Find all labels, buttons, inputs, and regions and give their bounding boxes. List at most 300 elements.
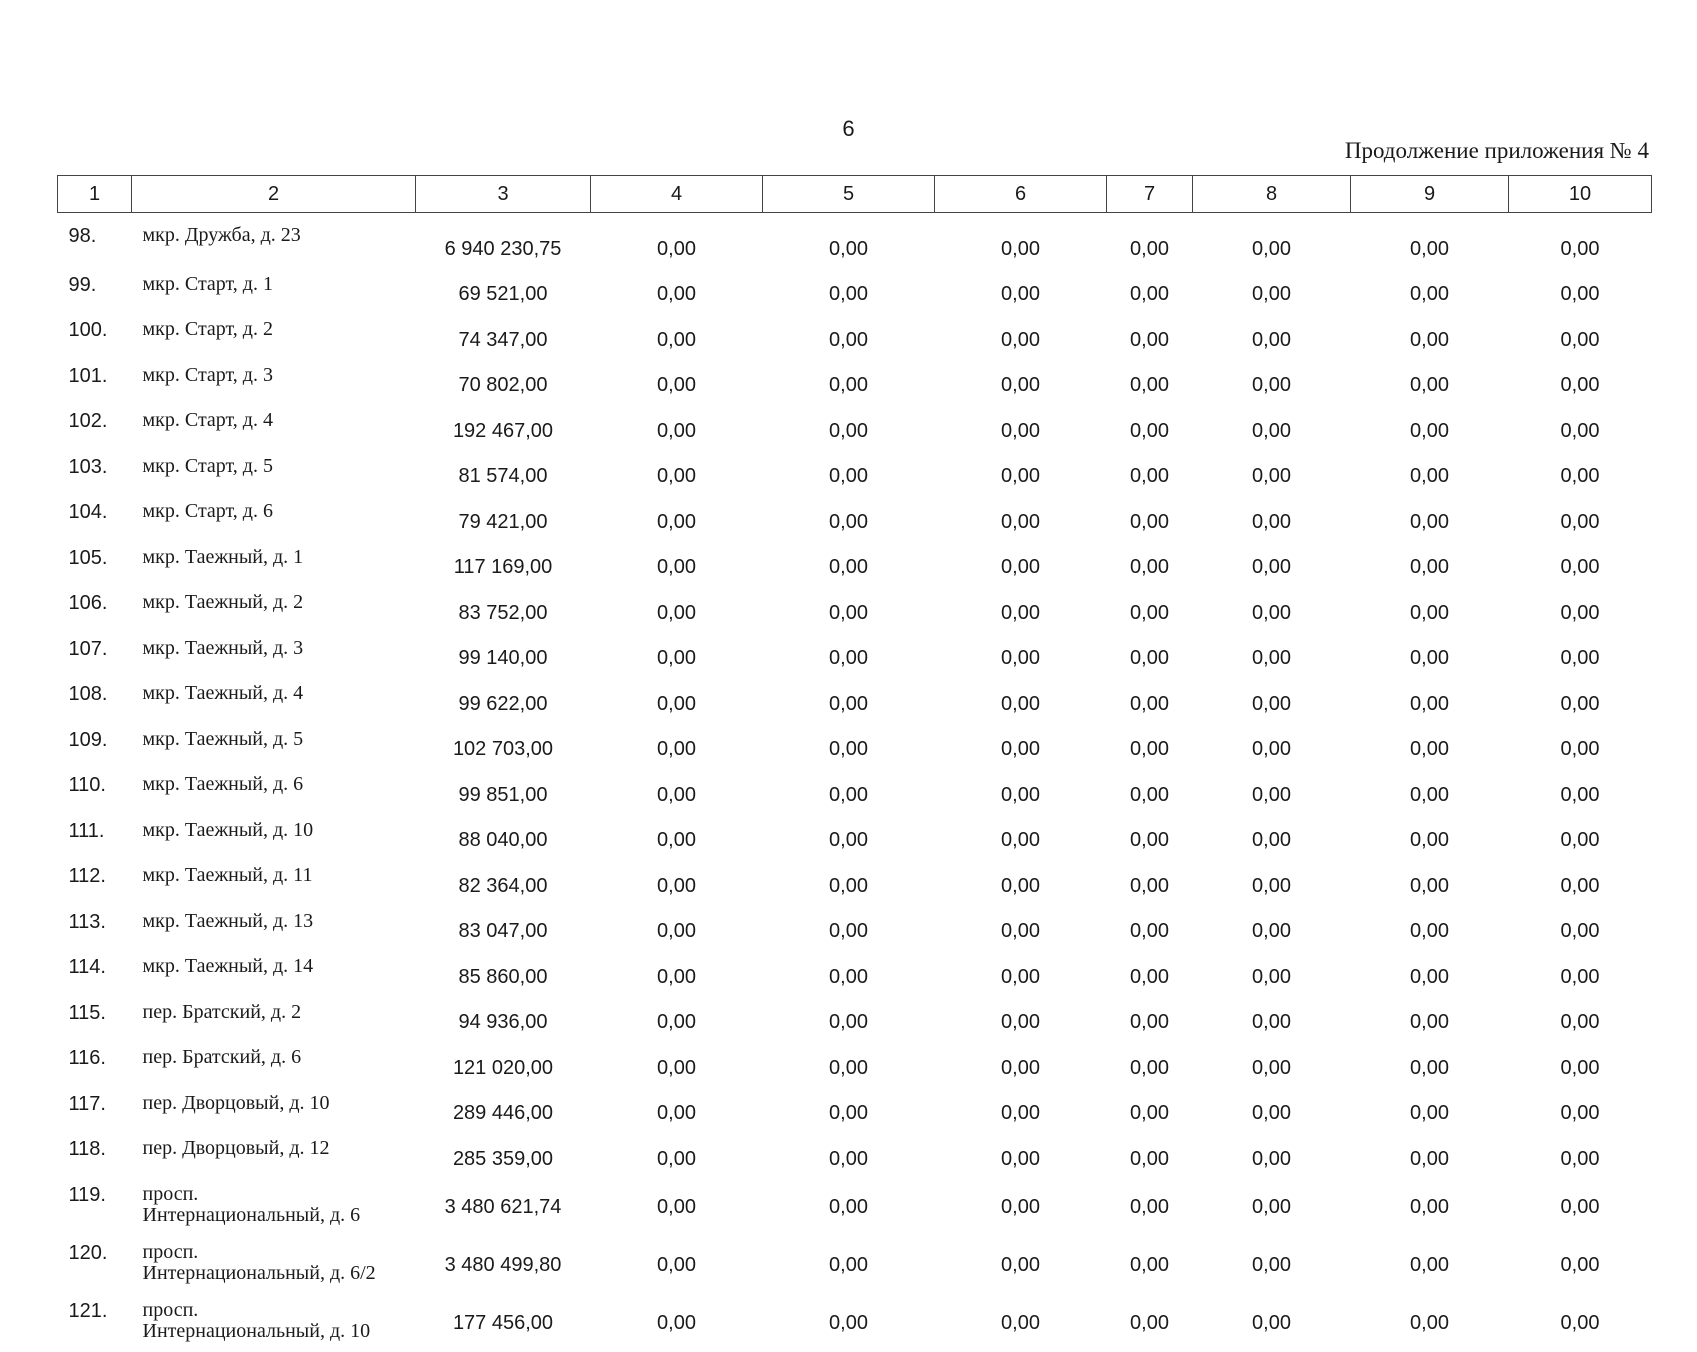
value-cell: 0,00: [1560, 1102, 1600, 1125]
row-number: 118.: [68, 1138, 106, 1160]
amount-cell: 117 169,00: [453, 556, 553, 579]
value-cell: 0,00: [1130, 1102, 1169, 1125]
value-cell: 0,00: [1130, 328, 1169, 351]
value-cell: 0,00: [1560, 738, 1600, 761]
row-number: 112.: [68, 865, 106, 887]
amount-cell: 83 047,00: [458, 920, 548, 943]
value-cell: 0,00: [1410, 237, 1449, 260]
value-cell: 0,00: [1001, 1056, 1040, 1079]
amount-cell: 102 703,00: [452, 738, 554, 761]
value-cell: 0,00: [1410, 692, 1449, 715]
value-cell: 0,00: [1560, 556, 1600, 579]
value-cell: 0,00: [657, 1056, 696, 1079]
value-cell: 0,00: [1001, 1312, 1040, 1334]
address-cell: [132, 950, 416, 996]
address-cell: [132, 905, 416, 951]
row-number: 117.: [68, 1092, 106, 1115]
value-cell: 0,00: [1410, 556, 1449, 579]
value-cell: 0,00: [1410, 510, 1449, 533]
address-line: Интернациональный, д. 10: [142, 1319, 371, 1342]
value-cell: 0,00: [1001, 465, 1040, 488]
header-cell: 1: [58, 176, 132, 213]
header-cell: 4: [591, 176, 763, 213]
address-cell: [132, 996, 416, 1042]
value-cell: 0,00: [1130, 601, 1169, 624]
address-line: мкр. Старт, д. 3: [142, 363, 273, 386]
value-cell: 0,00: [829, 556, 868, 579]
row-number: 111.: [68, 819, 105, 842]
value-cell: 0,00: [1001, 419, 1040, 442]
value-cell: 0,00: [1130, 283, 1169, 306]
value-cell: 0,00: [657, 1011, 696, 1034]
page-number: 6: [842, 116, 855, 141]
value-cell: 0,00: [657, 692, 696, 715]
value-cell: 0,00: [829, 783, 868, 806]
value-cell: 0,00: [1252, 510, 1291, 533]
value-cell: 0,00: [1410, 328, 1449, 351]
amount-cell: 83 752,00: [458, 601, 548, 624]
value-cell: 0,00: [1130, 692, 1169, 715]
row-number: 120.: [68, 1241, 108, 1264]
value-cell: 0,00: [657, 328, 696, 351]
value-cell: 0,00: [1410, 601, 1449, 624]
value-cell: 0,00: [829, 419, 868, 442]
value-cell: 0,00: [657, 965, 696, 988]
address-cell: [132, 814, 416, 860]
value-cell: 0,00: [829, 1011, 868, 1034]
address-cell: [132, 359, 416, 405]
value-cell: 0,00: [829, 965, 868, 988]
table-row: [58, 359, 1652, 405]
value-cell: 0,00: [829, 738, 868, 761]
row-number: 104.: [68, 501, 108, 523]
row-number: 114.: [68, 956, 106, 978]
value-cell: 0,00: [657, 829, 696, 852]
address-cell: [132, 586, 416, 632]
address-cell: [132, 313, 416, 359]
value-cell: 0,00: [1560, 647, 1600, 670]
table-row: [58, 213, 1652, 268]
value-cell: 0,00: [1560, 783, 1600, 806]
row-number: 102.: [68, 410, 108, 432]
address-line: пер. Братский, д. 6: [142, 1046, 302, 1068]
amount-cell: 177 456,00: [452, 1312, 554, 1334]
value-cell: 0,00: [1252, 783, 1291, 806]
address-cell: [132, 404, 416, 450]
value-cell: 0,00: [1252, 1102, 1291, 1125]
value-cell: 0,00: [1410, 1254, 1449, 1276]
table-row: [58, 313, 1652, 359]
value-cell: 0,00: [1410, 1011, 1449, 1034]
value-cell: 0,00: [829, 374, 868, 397]
value-cell: 0,00: [1130, 419, 1169, 442]
value-cell: 0,00: [1410, 738, 1449, 761]
value-cell: 0,00: [1560, 374, 1600, 397]
value-cell: 0,00: [1560, 328, 1600, 351]
value-cell: 0,00: [1252, 1056, 1291, 1079]
value-cell: 0,00: [1001, 692, 1040, 715]
value-cell: 0,00: [829, 920, 868, 943]
value-cell: 0,00: [1560, 692, 1600, 715]
address-line: просп.: [142, 1298, 199, 1321]
value-cell: 0,00: [1001, 328, 1040, 351]
table-row: [58, 814, 1652, 860]
value-cell: 0,00: [657, 556, 696, 579]
value-cell: 0,00: [1252, 465, 1291, 488]
header-cell: 7: [1107, 176, 1193, 213]
value-cell: 0,00: [1001, 237, 1040, 260]
value-cell: 0,00: [1252, 419, 1291, 442]
value-cell: 0,00: [1130, 874, 1169, 897]
table-row: [58, 723, 1652, 769]
value-cell: 0,00: [829, 237, 868, 260]
value-cell: 0,00: [1130, 1147, 1169, 1170]
header-cell: 6: [935, 176, 1107, 213]
value-cell: 0,00: [1410, 965, 1449, 988]
value-cell: 0,00: [1001, 283, 1040, 306]
address-cell: [132, 723, 416, 769]
address-line: мкр. Старт, д. 6: [142, 500, 273, 522]
value-cell: 0,00: [1130, 920, 1169, 943]
value-cell: 0,00: [1560, 601, 1600, 624]
table-row: [58, 268, 1652, 314]
value-cell: 0,00: [1560, 965, 1600, 988]
table-row: [58, 1178, 1652, 1236]
value-cell: 0,00: [1001, 1254, 1040, 1276]
address-cell: [132, 677, 416, 723]
value-cell: 0,00: [1252, 237, 1291, 260]
value-cell: 0,00: [1410, 647, 1449, 670]
header-cell: 10: [1509, 176, 1652, 213]
table-body: [58, 213, 1652, 1352]
value-cell: 0,00: [1410, 419, 1449, 442]
address-cell: [132, 450, 416, 496]
value-cell: 0,00: [1410, 1056, 1449, 1079]
row-number: 101.: [68, 364, 108, 387]
value-cell: 0,00: [829, 1312, 868, 1334]
row-number: 106.: [68, 592, 108, 614]
amount-cell: 285 359,00: [452, 1147, 554, 1170]
amount-cell: 6 940 230,75: [444, 237, 562, 260]
amount-cell: 74 347,00: [458, 328, 548, 351]
value-cell: 0,00: [1001, 920, 1040, 943]
value-cell: 0,00: [1252, 1011, 1291, 1034]
value-cell: 0,00: [657, 738, 696, 761]
value-cell: 0,00: [1560, 1011, 1600, 1034]
amount-cell: 69 521,00: [458, 283, 548, 306]
table-row: [58, 768, 1652, 814]
value-cell: 0,00: [657, 1147, 696, 1170]
value-cell: 0,00: [1560, 237, 1600, 260]
header-cell: 9: [1351, 176, 1509, 213]
value-cell: 0,00: [1252, 1196, 1291, 1218]
table-row: [58, 1132, 1652, 1178]
value-cell: 0,00: [1130, 1254, 1169, 1276]
table-row: [58, 541, 1652, 587]
address-line: пер. Дворцовый, д. 10: [142, 1091, 330, 1114]
amount-cell: 192 467,00: [452, 419, 554, 442]
address-cell: [132, 768, 416, 814]
address-line: пер. Братский, д. 2: [142, 1000, 302, 1023]
row-number: 100.: [68, 319, 108, 341]
value-cell: 0,00: [1130, 1312, 1169, 1334]
address-line: мкр. Дружба, д. 23: [142, 224, 301, 246]
address-line: мкр. Таежный, д. 2: [142, 591, 304, 613]
value-cell: 0,00: [1560, 1312, 1600, 1334]
row-number: 98.: [68, 225, 97, 247]
value-cell: 0,00: [657, 1102, 696, 1125]
value-cell: 0,00: [1130, 465, 1169, 488]
value-cell: 0,00: [829, 874, 868, 897]
value-cell: 0,00: [829, 692, 868, 715]
value-cell: 0,00: [1560, 1196, 1600, 1218]
amount-cell: 94 936,00: [458, 1011, 548, 1034]
value-cell: 0,00: [1560, 874, 1600, 897]
value-cell: 0,00: [1001, 965, 1040, 988]
row-number: 121.: [68, 1299, 108, 1322]
value-cell: 0,00: [1560, 920, 1600, 943]
address-cell: [132, 859, 416, 905]
value-cell: 0,00: [829, 1102, 868, 1125]
value-cell: 0,00: [1252, 556, 1291, 579]
value-cell: 0,00: [829, 510, 868, 533]
amount-cell: 99 851,00: [458, 783, 548, 806]
value-cell: 0,00: [657, 237, 696, 260]
address-cell: [132, 541, 416, 587]
address-line: просп.: [142, 1240, 199, 1263]
value-cell: 0,00: [657, 1312, 696, 1334]
header-cell: 5: [763, 176, 935, 213]
value-cell: 0,00: [1252, 692, 1291, 715]
table-row: [58, 586, 1652, 632]
value-cell: 0,00: [657, 510, 696, 533]
value-cell: 0,00: [1130, 647, 1169, 670]
value-cell: 0,00: [829, 829, 868, 852]
value-cell: 0,00: [1252, 1147, 1291, 1170]
address-line: мкр. Таежный, д. 10: [142, 818, 314, 841]
value-cell: 0,00: [1001, 738, 1040, 761]
value-cell: 0,00: [1410, 1102, 1449, 1125]
value-cell: 0,00: [829, 1147, 868, 1170]
row-number: 109.: [68, 728, 108, 751]
row-number: 107.: [68, 637, 108, 660]
amount-cell: 3 480 621,74: [444, 1196, 562, 1218]
value-cell: 0,00: [1410, 783, 1449, 806]
value-cell: 0,00: [1001, 874, 1040, 897]
amount-cell: 85 860,00: [458, 965, 548, 988]
value-cell: 0,00: [1410, 1147, 1449, 1170]
header-cell: 8: [1193, 176, 1351, 213]
value-cell: 0,00: [1252, 647, 1291, 670]
address-cell: [132, 1294, 416, 1352]
appendix-continuation-label: Продолжение приложения № 4: [1344, 138, 1649, 163]
table-row: [58, 1294, 1652, 1352]
value-cell: 0,00: [829, 1056, 868, 1079]
row-number: 110.: [68, 774, 106, 796]
amount-cell: 81 574,00: [458, 465, 548, 488]
value-cell: 0,00: [1130, 374, 1169, 397]
value-cell: 0,00: [1560, 1147, 1600, 1170]
amount-cell: 121 020,00: [452, 1056, 554, 1079]
value-cell: 0,00: [1001, 510, 1040, 533]
value-cell: 0,00: [657, 1196, 696, 1218]
value-cell: 0,00: [1130, 1056, 1169, 1079]
address-line: Интернациональный, д. 6/2: [142, 1261, 376, 1284]
value-cell: 0,00: [829, 1254, 868, 1276]
value-cell: 0,00: [829, 1196, 868, 1218]
address-line: мкр. Старт, д. 4: [142, 409, 273, 431]
value-cell: 0,00: [1252, 738, 1291, 761]
table-row: [58, 495, 1652, 541]
amount-cell: 99 622,00: [458, 692, 548, 715]
value-cell: 0,00: [1130, 1011, 1169, 1034]
address-cell: [132, 1041, 416, 1087]
address-line: мкр. Таежный, д. 4: [142, 682, 304, 704]
address-cell: [132, 268, 416, 314]
value-cell: 0,00: [1560, 419, 1600, 442]
value-cell: 0,00: [829, 647, 868, 670]
value-cell: 0,00: [657, 283, 696, 306]
row-number: 99.: [68, 273, 97, 296]
address-line: мкр. Таежный, д. 5: [142, 727, 304, 750]
table-row: [58, 859, 1652, 905]
address-cell: [132, 1087, 416, 1133]
table-row: [58, 404, 1652, 450]
value-cell: 0,00: [1410, 283, 1449, 306]
value-cell: 0,00: [1001, 1196, 1040, 1218]
address-cell: [132, 213, 416, 268]
value-cell: 0,00: [1252, 874, 1291, 897]
value-cell: 0,00: [829, 283, 868, 306]
value-cell: 0,00: [1001, 374, 1040, 397]
value-cell: 0,00: [657, 465, 696, 488]
address-line: мкр. Таежный, д. 11: [142, 864, 313, 886]
value-cell: 0,00: [1130, 965, 1169, 988]
data-table: [57, 175, 1652, 1352]
row-number: 113.: [68, 910, 106, 933]
value-cell: 0,00: [1252, 601, 1291, 624]
value-cell: 0,00: [1410, 1312, 1449, 1334]
value-cell: 0,00: [1001, 647, 1040, 670]
address-line: мкр. Старт, д. 5: [142, 454, 273, 477]
value-cell: 0,00: [1001, 829, 1040, 852]
address-line: мкр. Таежный, д. 3: [142, 636, 304, 659]
address-line: Интернациональный, д. 6: [142, 1203, 361, 1226]
amount-cell: 82 364,00: [458, 874, 548, 897]
amount-cell: 289 446,00: [452, 1102, 554, 1125]
row-number: 116.: [68, 1047, 106, 1069]
value-cell: 0,00: [1130, 783, 1169, 806]
value-cell: 0,00: [1130, 237, 1169, 260]
row-number: 108.: [68, 683, 108, 705]
table-row: [58, 905, 1652, 951]
value-cell: 0,00: [657, 374, 696, 397]
value-cell: 0,00: [1252, 829, 1291, 852]
value-cell: 0,00: [1560, 829, 1600, 852]
row-number: 103.: [68, 455, 108, 478]
value-cell: 0,00: [1130, 556, 1169, 579]
address-line: мкр. Старт, д. 2: [142, 318, 273, 340]
address-cell: [132, 1236, 416, 1294]
header-row: [58, 176, 1652, 213]
header-cell: 2: [132, 176, 416, 213]
value-cell: 0,00: [1252, 1312, 1291, 1334]
amount-cell: 3 480 499,80: [444, 1254, 562, 1276]
table-row: [58, 677, 1652, 723]
table-row: [58, 450, 1652, 496]
value-cell: 0,00: [1252, 328, 1291, 351]
address-line: мкр. Старт, д. 1: [142, 272, 273, 295]
address-line: просп.: [142, 1182, 199, 1205]
value-cell: 0,00: [1252, 920, 1291, 943]
value-cell: 0,00: [1410, 829, 1449, 852]
value-cell: 0,00: [1001, 556, 1040, 579]
value-cell: 0,00: [1560, 1056, 1600, 1079]
row-number: 105.: [68, 546, 108, 569]
table-row: [58, 1041, 1652, 1087]
value-cell: 0,00: [829, 465, 868, 488]
address-cell: [132, 632, 416, 678]
address-line: мкр. Таежный, д. 6: [142, 773, 304, 795]
value-cell: 0,00: [657, 920, 696, 943]
table-row: [58, 1087, 1652, 1133]
value-cell: 0,00: [1410, 920, 1449, 943]
value-cell: 0,00: [657, 783, 696, 806]
address-cell: [132, 495, 416, 541]
value-cell: 0,00: [1001, 1011, 1040, 1034]
amount-cell: 79 421,00: [458, 510, 548, 533]
value-cell: 0,00: [1252, 965, 1291, 988]
table-row: [58, 950, 1652, 996]
address-line: пер. Дворцовый, д. 12: [142, 1137, 330, 1159]
value-cell: 0,00: [657, 874, 696, 897]
address-cell: [132, 1178, 416, 1236]
value-cell: 0,00: [829, 601, 868, 624]
value-cell: 0,00: [1252, 1254, 1291, 1276]
value-cell: 0,00: [1001, 1102, 1040, 1125]
value-cell: 0,00: [1130, 1196, 1169, 1218]
value-cell: 0,00: [1001, 783, 1040, 806]
table-row: [58, 1236, 1652, 1294]
table-row: [58, 632, 1652, 678]
value-cell: 0,00: [829, 328, 868, 351]
value-cell: 0,00: [1001, 601, 1040, 624]
amount-cell: 70 802,00: [458, 374, 548, 397]
value-cell: 0,00: [1252, 283, 1291, 306]
value-cell: 0,00: [657, 1254, 696, 1276]
value-cell: 0,00: [1560, 465, 1600, 488]
value-cell: 0,00: [1410, 465, 1449, 488]
value-cell: 0,00: [1001, 1147, 1040, 1170]
value-cell: 0,00: [1560, 1254, 1600, 1276]
value-cell: 0,00: [1560, 283, 1600, 306]
value-cell: 0,00: [657, 601, 696, 624]
table-row: [58, 996, 1652, 1042]
value-cell: 0,00: [1252, 374, 1291, 397]
value-cell: 0,00: [1560, 510, 1600, 533]
address-cell: [132, 1132, 416, 1178]
value-cell: 0,00: [1410, 374, 1449, 397]
address-line: мкр. Таежный, д. 13: [142, 909, 314, 932]
amount-cell: 88 040,00: [458, 829, 548, 852]
amount-cell: 99 140,00: [458, 647, 548, 670]
value-cell: 0,00: [657, 419, 696, 442]
value-cell: 0,00: [1130, 829, 1169, 852]
address-line: мкр. Таежный, д. 1: [142, 545, 304, 568]
value-cell: 0,00: [1410, 1196, 1449, 1218]
row-number: 119.: [68, 1183, 106, 1206]
value-cell: 0,00: [1410, 874, 1449, 897]
